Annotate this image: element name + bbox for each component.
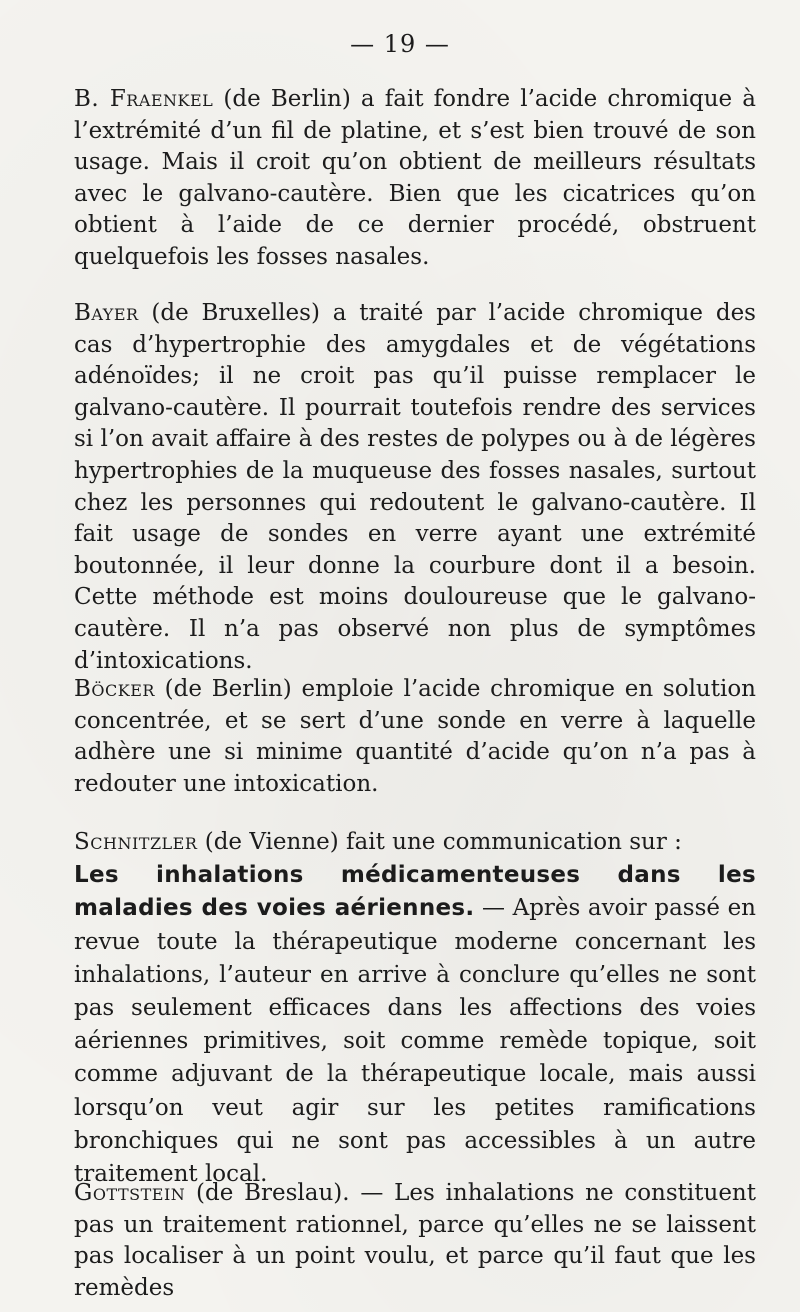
paragraph-text: (de Breslau). — Les inhalations ne constituent pas un traitement rationnel, parce qu’elles ne se laissent pas localiser à un point voulu, et parce qu’il faut que les remèdes [74, 1180, 756, 1301]
communication-title: Les inhalations médicamenteuses dans les maladies des voies aériennes. [74, 862, 756, 922]
paragraph-text: (de Bruxelles) a traité par l’acide chromique des cas d’hypertrophie des amygdales et de végétations adénoïdes; il ne croit pas qu’il puisse remplacer le galvano-cautère. Il pourrait toutefois rendre des services si l’on avait affaire à des restes de polypes ou à de légères hypertrophies de la muqueuse des fosses nasales, surtout chez les personnes qui redoutent le galvano-cautère. Il fait usage de sondes en verre ayant une extrémité boutonnée, il leur donne la courbure dont il a besoin. Cette méthode est moins douloureuse que le galvano-cautère. Il n’a pas observé non plus de symptômes d’intoxications. [74, 300, 756, 674]
author-name: Böcker [74, 676, 155, 702]
paragraph-text: — Après avoir passé en revue toute la thérapeutique moderne concernant les inhalations, l’auteur en arrive à conclure qu’elles ne sont pas seulement efficaces dans les affections des voies aériennes primitives, soit comme remède topique, soit comme adjuvant de la thérapeutique locale, mais aussi lorsqu’on veut agir sur les petites ramifications bronchiques qui ne sont pas accessibles à un autre traitement local. [74, 895, 756, 1188]
paragraph-fraenkel [74, 84, 756, 274]
paragraph-gottstein [74, 1178, 756, 1304]
author-name: Bayer [74, 300, 139, 326]
paragraph-bayer [74, 298, 756, 677]
paragraph-schnitzler [74, 826, 756, 1191]
paragraph-bocker [74, 674, 756, 800]
paragraph-text: (de Berlin) emploie l’acide chromique en solution concentrée, et se sert d’une sonde en verre à laquelle adhère une si minime quantité d’acide qu’on n’a pas à redouter une intoxication. [74, 676, 756, 797]
page-number: — 19 — [350, 30, 450, 58]
paragraph-text: (de Berlin) a fait fondre l’acide chromique à l’extrémité d’un fil de platine, et s’est bien trouvé de son usage. Mais il croit qu’on obtient de meilleurs résultats avec le galvano-cautère. Bien que les cicatrices qu’on obtient à l’aide de ce dernier procédé, obstruent quelquefois les fosses nasales. [74, 86, 756, 270]
author-name: Gottstein [74, 1180, 186, 1206]
paragraph-intro: (de Vienne) fait une communication sur : [197, 829, 682, 855]
author-name: Schnitzler [74, 829, 198, 855]
author-name: B. Fraenkel [74, 86, 214, 112]
